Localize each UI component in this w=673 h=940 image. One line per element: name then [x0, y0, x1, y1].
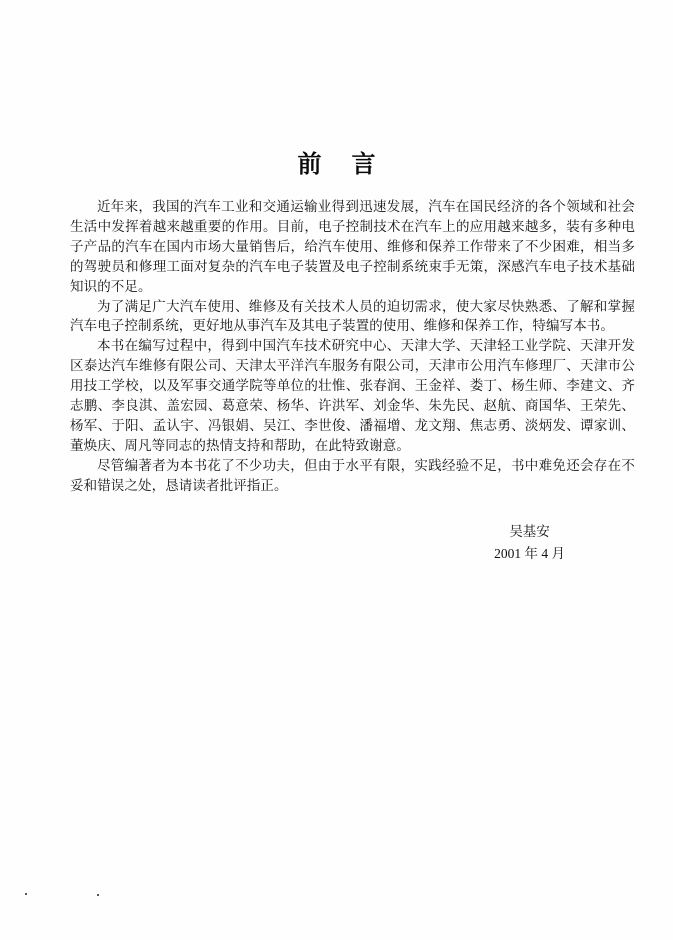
scan-artifact-speck	[25, 893, 27, 895]
page-title-char-second: 言	[351, 152, 376, 178]
paragraph-acknowledgements: 本书在编写过程中，得到中国汽车技术研究中心、天津大学、天津轻工业学院、天津开发区泰达汽车维修有限公司、天津太平洋汽车服务有限公司，天津市公用汽车修理厂、天津市公用技工学校，以及军事交通学院等单位的壮惟、张春润、王金祥、娄丁、杨生师、李建文、齐志鹏、李良淇、盖宏园、葛意荣、杨华、许洪军、刘金华、朱先民、赵航、商国华、王荣先、杨军、于阳、孟认宇、冯银娟、吴江、李世俊、潘福增、龙文翔、焦志勇、淡炳发、谭家训、董焕庆、周凡等同志的热情支持和帮助，在此特致谢意。	[70, 338, 635, 453]
paragraph-intro: 近年来，我国的汽车工业和交通运输业得到迅速发展，汽车在国民经济的各个领域和社会生活中发挥着越来越重要的作用。目前，电子控制技术在汽车上的应用越来越多，装有多种电子产品的汽车在国内市场大量销售后，给汽车使用、维修和保养工作带来了不少困难，相当多的驾驶员和修理工面对复杂的汽车电子装置及电子控制系统束手无策，深感汽车电子技术基础知识的不足。	[70, 199, 635, 294]
signature-block	[494, 521, 565, 565]
preface-body	[70, 197, 635, 496]
paragraph-apology: 尽管编著者为本书花了不少功夫，但由于水平有限，实践经验不足，书中难免还会存在不妥和错误之处，恳请读者批评指正。	[70, 457, 635, 493]
page-title-char-first: 前	[297, 152, 322, 178]
signature-date: 2001 年 4 月	[494, 546, 565, 561]
page-title	[0, 144, 673, 179]
signature-author: 吴基安	[509, 524, 550, 539]
paragraph-purpose: 为了满足广大汽车使用、维修及有关技术人员的迫切需求，使大家尽快熟悉、了解和掌握汽车电子控制系统，更好地从事汽车及其电子装置的使用、维修和保养工作，特编写本书。	[70, 298, 635, 334]
scan-artifact-speck	[97, 894, 99, 896]
